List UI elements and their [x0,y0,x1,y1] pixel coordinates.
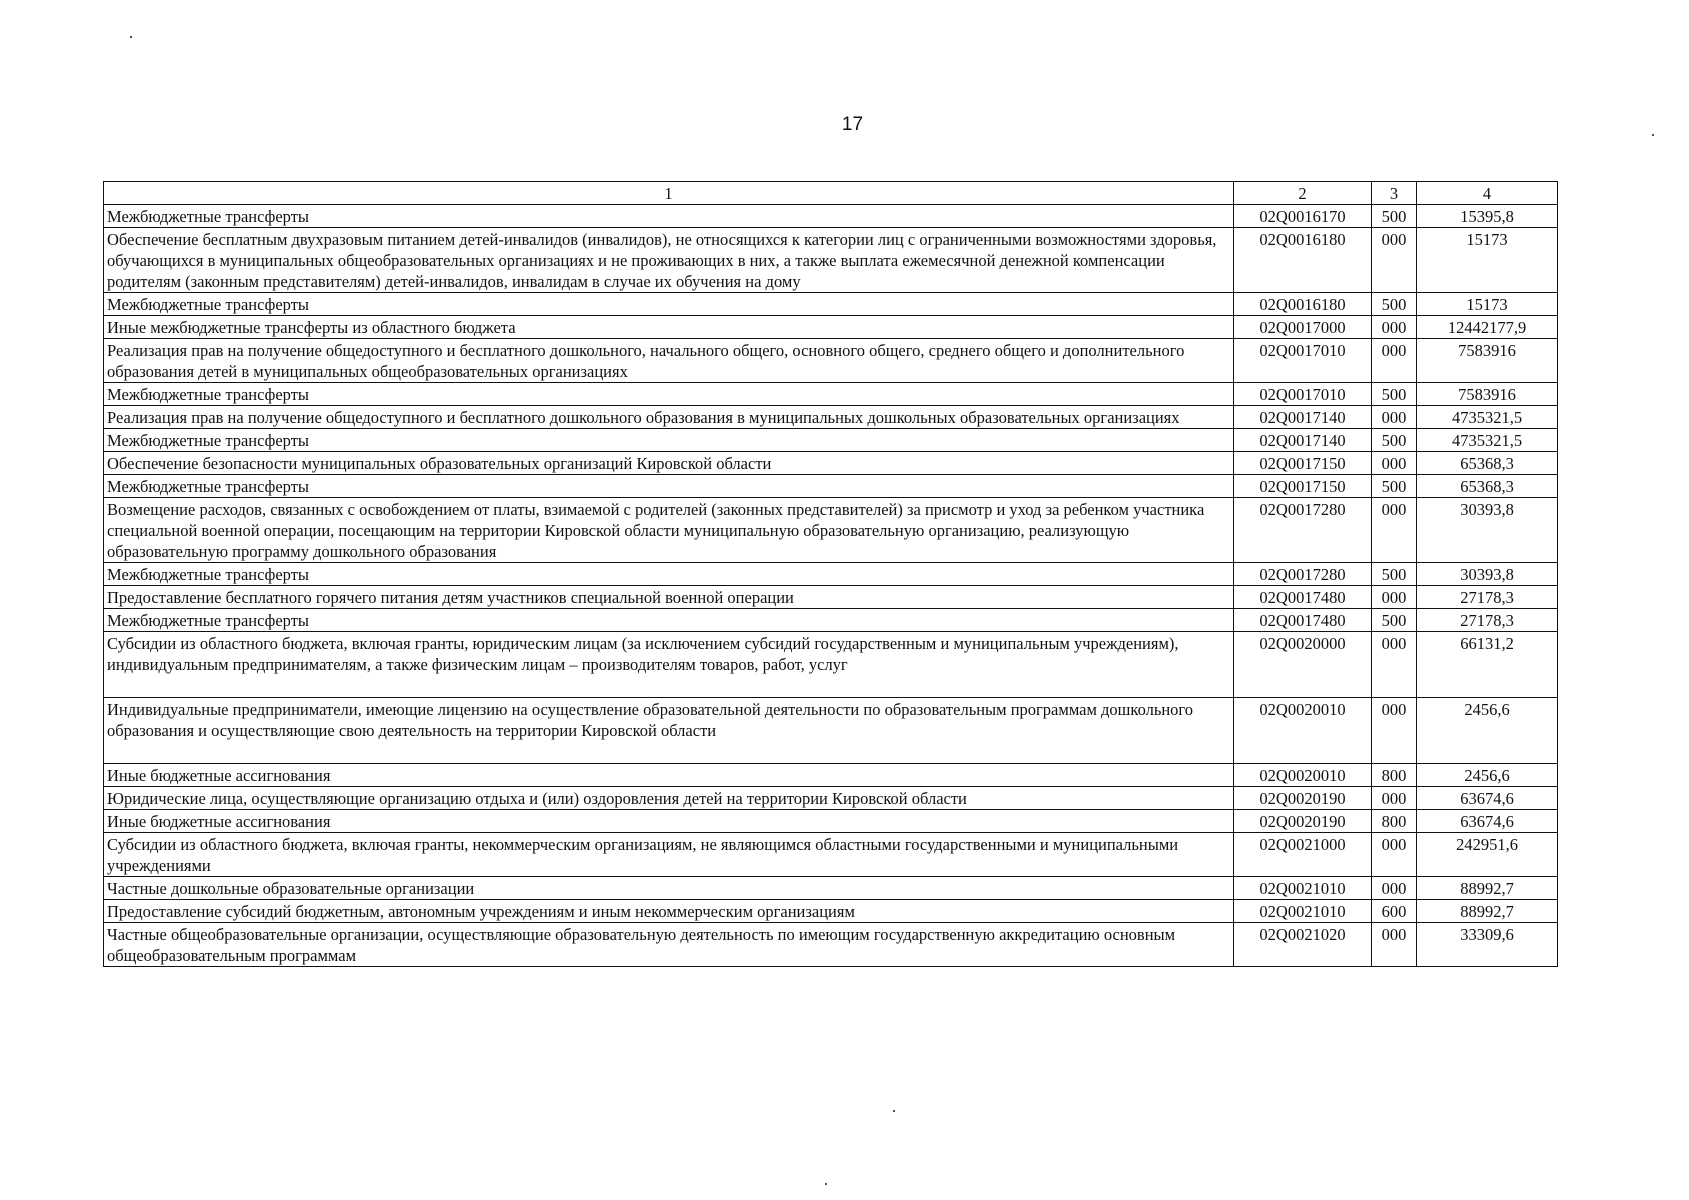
row-type-cell: 000 [1372,877,1417,900]
row-code-cell: 02Q0017280 [1234,498,1372,563]
table-row [104,877,1558,900]
row-code-cell: 02Q0017010 [1234,339,1372,383]
row-code-cell: 02Q0017480 [1234,609,1372,632]
row-amount-cell: 4735321,5 [1417,406,1558,429]
row-code-cell: 02Q0020010 [1234,698,1372,764]
row-amount-cell: 65368,3 [1417,475,1558,498]
row-name-cell: Межбюджетные трансферты [104,609,1234,632]
table-row [104,293,1558,316]
table-row [104,787,1558,810]
row-code-cell: 02Q0020190 [1234,810,1372,833]
header-col-3: 3 [1372,182,1417,205]
row-amount-cell: 27178,3 [1417,586,1558,609]
row-code-cell: 02Q0020010 [1234,764,1372,787]
row-type-cell: 000 [1372,228,1417,293]
row-amount-cell: 88992,7 [1417,900,1558,923]
row-code-cell: 02Q0017280 [1234,563,1372,586]
table-row [104,923,1558,967]
row-type-cell: 800 [1372,764,1417,787]
header-col-1: 1 [104,182,1234,205]
table-row [104,205,1558,228]
row-amount-cell: 15395,8 [1417,205,1558,228]
row-code-cell: 02Q0017150 [1234,452,1372,475]
row-type-cell: 500 [1372,609,1417,632]
table-row [104,698,1558,764]
row-amount-cell: 4735321,5 [1417,429,1558,452]
row-type-cell: 500 [1372,205,1417,228]
row-type-cell: 000 [1372,406,1417,429]
row-name-cell: Иные бюджетные ассигнования [104,810,1234,833]
row-code-cell: 02Q0017000 [1234,316,1372,339]
row-name-cell: Предоставление субсидий бюджетным, автономным учреждениям и иным некоммерческим организациям [104,900,1234,923]
row-name-cell: Реализация прав на получение общедоступного и бесплатного дошкольного, начального общего, основного общего, среднего общего и дополнительного образования детей в муниципальных общеобразовательных организациях [104,339,1234,383]
scan-speck [893,1110,895,1112]
row-amount-cell: 15173 [1417,293,1558,316]
row-amount-cell: 12442177,9 [1417,316,1558,339]
row-type-cell: 800 [1372,810,1417,833]
row-code-cell: 02Q0016180 [1234,293,1372,316]
row-code-cell: 02Q0020190 [1234,787,1372,810]
row-amount-cell: 63674,6 [1417,810,1558,833]
table-header-row [104,182,1558,205]
row-code-cell: 02Q0016180 [1234,228,1372,293]
row-type-cell: 000 [1372,632,1417,698]
table-row [104,833,1558,877]
row-type-cell: 000 [1372,787,1417,810]
row-name-cell: Частные общеобразовательные организации, осуществляющие образовательную деятельность по имеющим государственную аккредитацию основным общеобразовательным программам [104,923,1234,967]
table-row [104,586,1558,609]
table-row [104,429,1558,452]
scan-speck [1652,134,1654,136]
row-type-cell: 000 [1372,586,1417,609]
table-row [104,810,1558,833]
row-amount-cell: 27178,3 [1417,609,1558,632]
row-name-cell: Межбюджетные трансферты [104,475,1234,498]
scan-speck [130,36,132,38]
row-code-cell: 02Q0017010 [1234,383,1372,406]
row-amount-cell: 65368,3 [1417,452,1558,475]
row-type-cell: 000 [1372,698,1417,764]
row-code-cell: 02Q0021020 [1234,923,1372,967]
row-type-cell: 000 [1372,316,1417,339]
row-amount-cell: 30393,8 [1417,498,1558,563]
row-name-cell: Индивидуальные предприниматели, имеющие лицензию на осуществление образовательной деятельности по образовательным программам дошкольного образования и осуществляющие свою деятельность на территории Кировской области [104,698,1234,764]
budget-table [103,181,1558,967]
row-type-cell: 600 [1372,900,1417,923]
row-type-cell: 500 [1372,429,1417,452]
row-name-cell: Субсидии из областного бюджета, включая гранты, некоммерческим организациям, не являющимся областными государственными и муниципальными учреждениями [104,833,1234,877]
table-row [104,406,1558,429]
row-code-cell: 02Q0020000 [1234,632,1372,698]
row-amount-cell: 2456,6 [1417,698,1558,764]
row-type-cell: 000 [1372,833,1417,877]
row-code-cell: 02Q0017480 [1234,586,1372,609]
row-code-cell: 02Q0021000 [1234,833,1372,877]
row-type-cell: 000 [1372,339,1417,383]
row-name-cell: Юридические лица, осуществляющие организацию отдыха и (или) оздоровления детей на территории Кировской области [104,787,1234,810]
row-name-cell: Реализация прав на получение общедоступного и бесплатного дошкольного образования в муниципальных дошкольных образовательных организациях [104,406,1234,429]
row-amount-cell: 33309,6 [1417,923,1558,967]
row-amount-cell: 30393,8 [1417,563,1558,586]
row-name-cell: Межбюджетные трансферты [104,383,1234,406]
table-row [104,316,1558,339]
row-code-cell: 02Q0016170 [1234,205,1372,228]
row-code-cell: 02Q0017140 [1234,429,1372,452]
row-name-cell: Межбюджетные трансферты [104,563,1234,586]
row-name-cell: Частные дошкольные образовательные организации [104,877,1234,900]
row-name-cell: Обеспечение безопасности муниципальных образовательных организаций Кировской области [104,452,1234,475]
table-row [104,475,1558,498]
row-type-cell: 000 [1372,498,1417,563]
row-name-cell: Межбюджетные трансферты [104,293,1234,316]
row-type-cell: 500 [1372,475,1417,498]
row-amount-cell: 7583916 [1417,383,1558,406]
table-row [104,609,1558,632]
table-row [104,498,1558,563]
row-name-cell: Предоставление бесплатного горячего питания детям участников специальной военной операции [104,586,1234,609]
table-row [104,900,1558,923]
table-row [104,563,1558,586]
row-amount-cell: 2456,6 [1417,764,1558,787]
row-name-cell: Иные бюджетные ассигнования [104,764,1234,787]
budget-table-body [104,182,1558,967]
row-name-cell: Обеспечение бесплатным двухразовым питанием детей-инвалидов (инвалидов), не относящихся к категории лиц с ограниченными возможностями здоровья, обучающихся в муниципальных общеобразовательных организациях и не проживающих в них, а также выплата ежемесячной денежной компенсации родителям (законным представителям) детей-инвалидов, инвалидам в случае их обучения на дому [104,228,1234,293]
row-type-cell: 500 [1372,293,1417,316]
scan-speck [825,1183,827,1185]
row-type-cell: 500 [1372,383,1417,406]
page-number: 17 [841,114,864,135]
row-code-cell: 02Q0017140 [1234,406,1372,429]
table-row [104,339,1558,383]
row-amount-cell: 242951,6 [1417,833,1558,877]
row-name-cell: Межбюджетные трансферты [104,429,1234,452]
table-row [104,383,1558,406]
row-amount-cell: 7583916 [1417,339,1558,383]
table-row [104,764,1558,787]
header-col-2: 2 [1234,182,1372,205]
row-name-cell: Субсидии из областного бюджета, включая гранты, юридическим лицам (за исключением субсидий государственным и муниципальным учреждениям), индивидуальным предпринимателям, а также физическим лицам – производителям товаров, работ, услуг [104,632,1234,698]
table-row [104,452,1558,475]
row-type-cell: 000 [1372,452,1417,475]
row-amount-cell: 15173 [1417,228,1558,293]
row-code-cell: 02Q0017150 [1234,475,1372,498]
header-col-4: 4 [1417,182,1558,205]
row-name-cell: Межбюджетные трансферты [104,205,1234,228]
table-row [104,632,1558,698]
row-code-cell: 02Q0021010 [1234,877,1372,900]
row-code-cell: 02Q0021010 [1234,900,1372,923]
table-row [104,228,1558,293]
row-amount-cell: 88992,7 [1417,877,1558,900]
row-type-cell: 500 [1372,563,1417,586]
row-name-cell: Возмещение расходов, связанных с освобождением от платы, взимаемой с родителей (законных представителей) за присмотр и уход за ребенком участника специальной военной операции, посещающим на территории Кировской области муниципальную образовательную организацию, реализующую образовательную программу дошкольного образования [104,498,1234,563]
row-amount-cell: 63674,6 [1417,787,1558,810]
row-name-cell: Иные межбюджетные трансферты из областного бюджета [104,316,1234,339]
row-type-cell: 000 [1372,923,1417,967]
row-amount-cell: 66131,2 [1417,632,1558,698]
